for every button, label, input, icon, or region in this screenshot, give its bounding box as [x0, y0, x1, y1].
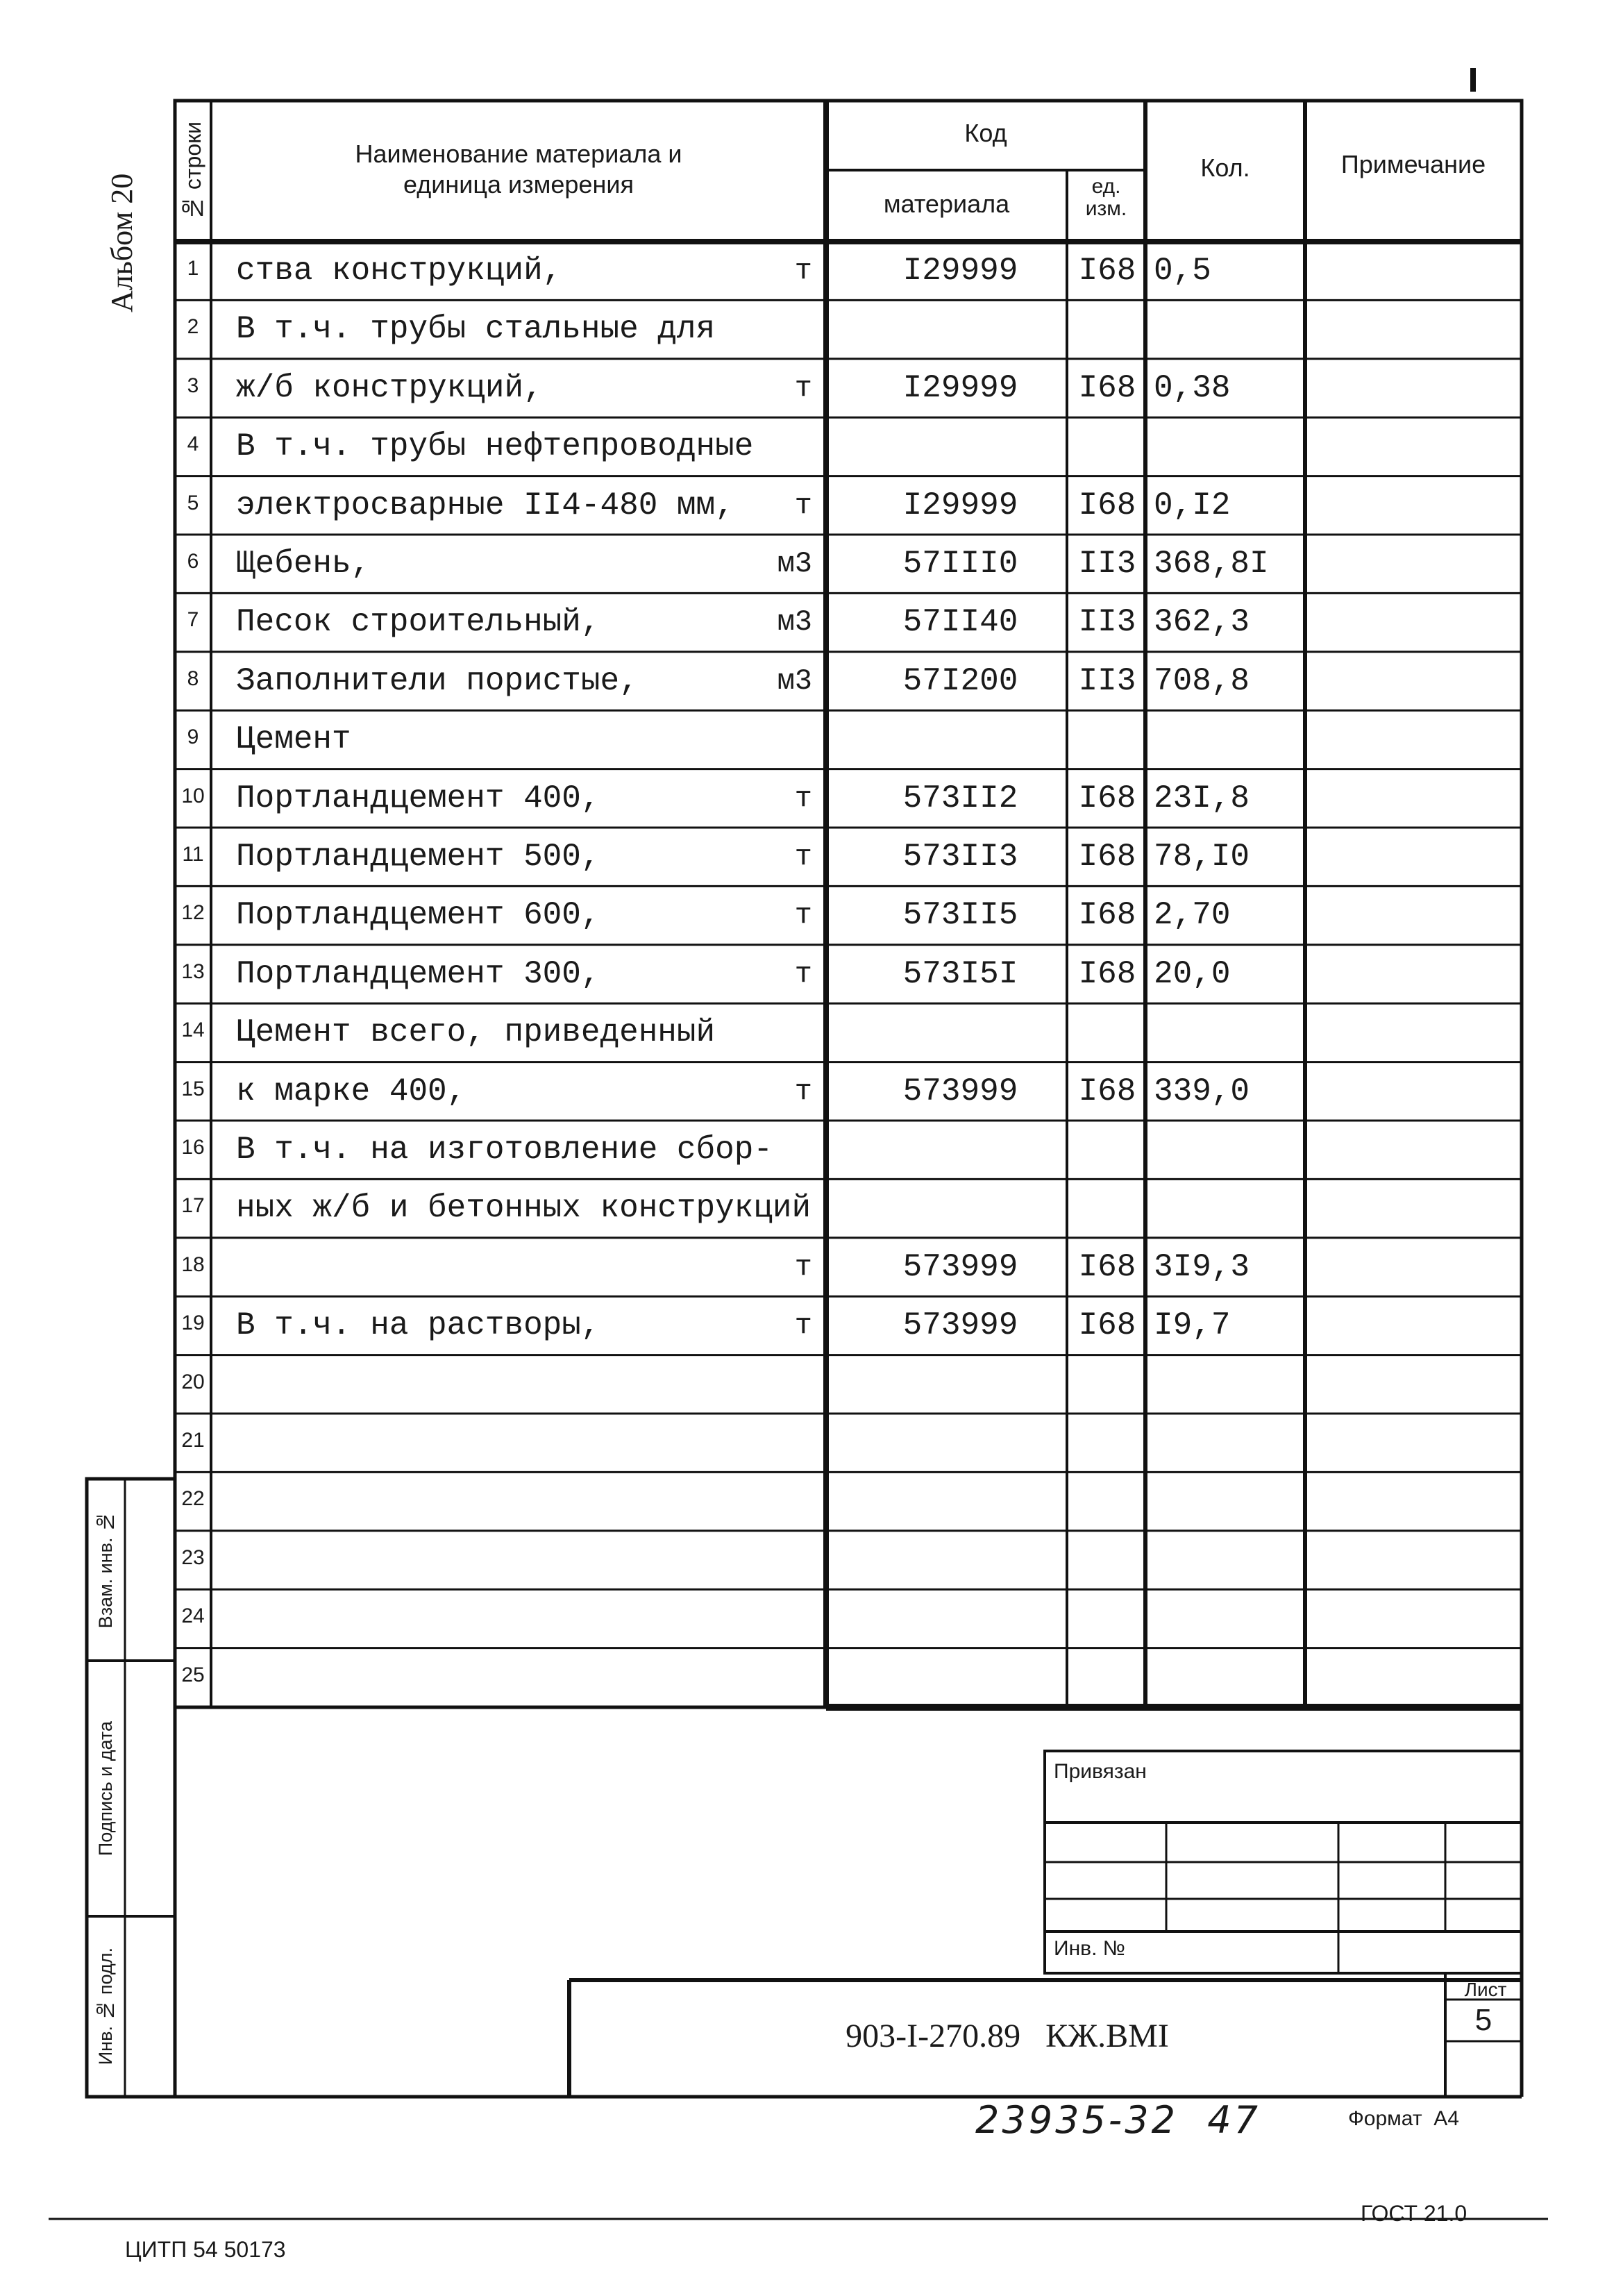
unit-of-measure: т	[794, 898, 812, 932]
stamp-replace-inv	[87, 1479, 125, 1661]
unit-code: I68	[1078, 955, 1136, 992]
unit-code: I68	[1078, 1248, 1136, 1285]
material-code: I29999	[902, 253, 1018, 289]
unit-code: I68	[1078, 897, 1136, 934]
material-code: 57III0	[902, 546, 1018, 582]
table-row	[175, 886, 1522, 944]
table-row	[175, 593, 1522, 651]
material-name: к марке 400,	[236, 1073, 466, 1109]
album-label: Альбом 20	[105, 173, 139, 313]
unit-of-measure: м3	[777, 664, 812, 698]
unit-of-measure: т	[794, 488, 812, 522]
material-code: 57I200	[902, 662, 1018, 699]
table-row	[175, 769, 1522, 828]
quantity: 20,0	[1154, 955, 1231, 992]
row-number: 23	[181, 1545, 205, 1569]
table-row	[175, 1003, 1522, 1062]
material-name: Портландцемент 400,	[236, 780, 600, 816]
material-name: В т.ч. на изготовление сбор-	[236, 1132, 773, 1168]
quantity: 708,8	[1154, 662, 1250, 699]
quantity: 0,I2	[1154, 487, 1231, 523]
unit-of-measure: м3	[777, 605, 812, 639]
quantity: 78,I0	[1154, 839, 1250, 875]
sheet-label: Лист	[1464, 1979, 1507, 2000]
quantity: 362,3	[1154, 604, 1250, 641]
table-row	[175, 476, 1522, 535]
material-code: I29999	[902, 369, 1018, 406]
header-note: Примечание	[1340, 150, 1486, 178]
material-code: 57II40	[902, 604, 1018, 641]
row-number: 11	[182, 843, 204, 866]
header-row-no-label: № строки	[180, 121, 205, 221]
row-number: 7	[187, 608, 199, 632]
table-row	[175, 1179, 1522, 1237]
row-number: 6	[187, 550, 199, 573]
unit-of-measure: т	[794, 1074, 812, 1108]
unit-code: II3	[1078, 546, 1136, 582]
row-number: 17	[181, 1194, 205, 1218]
material-code: 573999	[902, 1307, 1018, 1344]
material-name: Цемент	[236, 721, 351, 758]
table-row	[175, 1414, 1522, 1472]
material-name: В т.ч. трубы стальные для	[236, 311, 716, 348]
handwritten-number: 23935-32 47	[975, 2098, 1261, 2142]
stamp-sign-date-label: Подпись и дата	[95, 1720, 116, 1857]
table-row	[175, 1648, 1522, 1707]
stamp-inv-orig-label: Инв. № подл.	[95, 1947, 116, 2065]
material-name: ных ж/б и бетонных конструкций	[236, 1190, 811, 1227]
row-number: 18	[181, 1252, 205, 1276]
unit-code: II3	[1078, 604, 1136, 641]
row-number: 8	[187, 667, 199, 690]
material-name: Цемент всего, приведенный	[236, 1014, 716, 1051]
row-number: 2	[187, 315, 199, 339]
page-mark	[1470, 68, 1476, 92]
unit-of-measure: т	[794, 254, 812, 287]
row-number: 13	[181, 960, 205, 983]
header-code-material: материала	[883, 190, 1010, 218]
quantity: 0,38	[1154, 369, 1231, 406]
printer-code: ЦИТП 54 50173	[125, 2237, 286, 2262]
material-code: I29999	[902, 487, 1018, 523]
material-name: электросварные II4-480 мм,	[236, 487, 734, 523]
row-number: 25	[181, 1663, 205, 1686]
unit-code: I68	[1078, 369, 1136, 406]
material-name: В т.ч. трубы нефтепроводные	[236, 428, 754, 465]
table-row	[175, 535, 1522, 593]
table-row	[175, 1531, 1522, 1589]
bound-label: Привязан	[1054, 1760, 1147, 1783]
unit-of-measure: т	[794, 781, 812, 815]
row-number: 20	[181, 1370, 205, 1393]
material-code: 573II5	[902, 897, 1018, 934]
format-label: Формат А4	[1348, 2107, 1459, 2130]
unit-code: I68	[1078, 780, 1136, 816]
unit-of-measure: т	[794, 1309, 812, 1343]
unit-code: I68	[1078, 839, 1136, 875]
table-row	[175, 1121, 1522, 1179]
material-name: ж/б конструкций,	[236, 369, 543, 406]
row-number: 21	[181, 1429, 205, 1452]
row-number: 4	[187, 433, 199, 456]
row-number: 5	[187, 491, 199, 514]
material-code: 573999	[902, 1073, 1018, 1109]
unit-of-measure: т	[794, 957, 812, 991]
quantity: 339,0	[1154, 1073, 1250, 1109]
row-number: 16	[181, 1136, 205, 1159]
material-code: 573999	[902, 1248, 1018, 1285]
quantity: 3I9,3	[1154, 1248, 1250, 1285]
table-row	[175, 1296, 1522, 1355]
row-number: 3	[187, 374, 199, 397]
unit-of-measure: м3	[777, 547, 812, 580]
table-row	[175, 710, 1522, 769]
header-name: Наименование материала и единица измерения	[355, 140, 682, 199]
unit-code: I68	[1078, 1073, 1136, 1109]
row-number: 24	[181, 1604, 205, 1628]
row-number: 14	[181, 1019, 205, 1042]
table-row	[175, 359, 1522, 417]
table-row	[175, 1472, 1522, 1530]
row-number: 12	[181, 901, 205, 925]
unit-code: I68	[1078, 253, 1136, 289]
row-number: 9	[187, 726, 199, 749]
header-code-unit: ед. изм.	[1085, 175, 1127, 220]
material-code: 573I5I	[902, 955, 1018, 992]
quantity: 2,70	[1154, 897, 1231, 934]
material-name: ства конструкций,	[236, 253, 562, 289]
table-row	[175, 1589, 1522, 1648]
header-code: Код	[964, 119, 1007, 147]
material-name: Щебень,	[236, 546, 371, 582]
material-name: Портландцемент 300,	[236, 955, 600, 992]
gost-label: ГОСТ 21.0	[1361, 2201, 1467, 2226]
row-number: 19	[181, 1312, 205, 1335]
unit-of-measure: т	[794, 840, 812, 873]
material-code: 573II3	[902, 839, 1018, 875]
material-name: Портландцемент 600,	[236, 897, 600, 934]
table-row	[175, 1062, 1522, 1121]
unit-of-measure: т	[794, 1250, 812, 1284]
material-name: Песок строительный,	[236, 604, 600, 641]
table-row	[175, 945, 1522, 1003]
material-name: Портландцемент 500,	[236, 839, 600, 875]
stamp-inv-orig	[87, 1916, 125, 2097]
material-name: Заполнители пористые,	[236, 662, 639, 699]
row-number: 22	[181, 1487, 205, 1511]
row-number: 15	[181, 1077, 205, 1100]
sheet-number: 5	[1474, 2003, 1492, 2037]
unit-of-measure: т	[794, 371, 812, 405]
quantity: 368,8I	[1154, 546, 1269, 582]
material-code: 573II2	[902, 780, 1018, 816]
quantity: I9,7	[1154, 1307, 1231, 1344]
quantity: 23I,8	[1154, 780, 1250, 816]
table-row	[175, 828, 1522, 886]
table-row	[175, 417, 1522, 476]
table-row	[175, 1238, 1522, 1296]
stamp-replace-inv-label: Взам. инв. №	[95, 1511, 116, 1629]
quantity: 0,5	[1154, 253, 1211, 289]
header-qty: Кол.	[1200, 153, 1250, 182]
row-number: 10	[181, 784, 205, 807]
unit-code: I68	[1078, 1307, 1136, 1344]
table-row	[175, 300, 1522, 358]
header-row-no	[175, 101, 211, 242]
inv-no-label: Инв. №	[1054, 1937, 1125, 1960]
stamp-sign-date	[87, 1661, 125, 1916]
unit-code: I68	[1078, 487, 1136, 523]
table-row	[175, 1355, 1522, 1414]
row-number: 1	[187, 257, 199, 280]
table-row	[175, 652, 1522, 710]
unit-code: II3	[1078, 662, 1136, 699]
table-row	[175, 242, 1522, 300]
material-name: В т.ч. на растворы,	[236, 1307, 600, 1344]
document-code: 903-I-270.89 КЖ.ВМI	[846, 2018, 1169, 2054]
